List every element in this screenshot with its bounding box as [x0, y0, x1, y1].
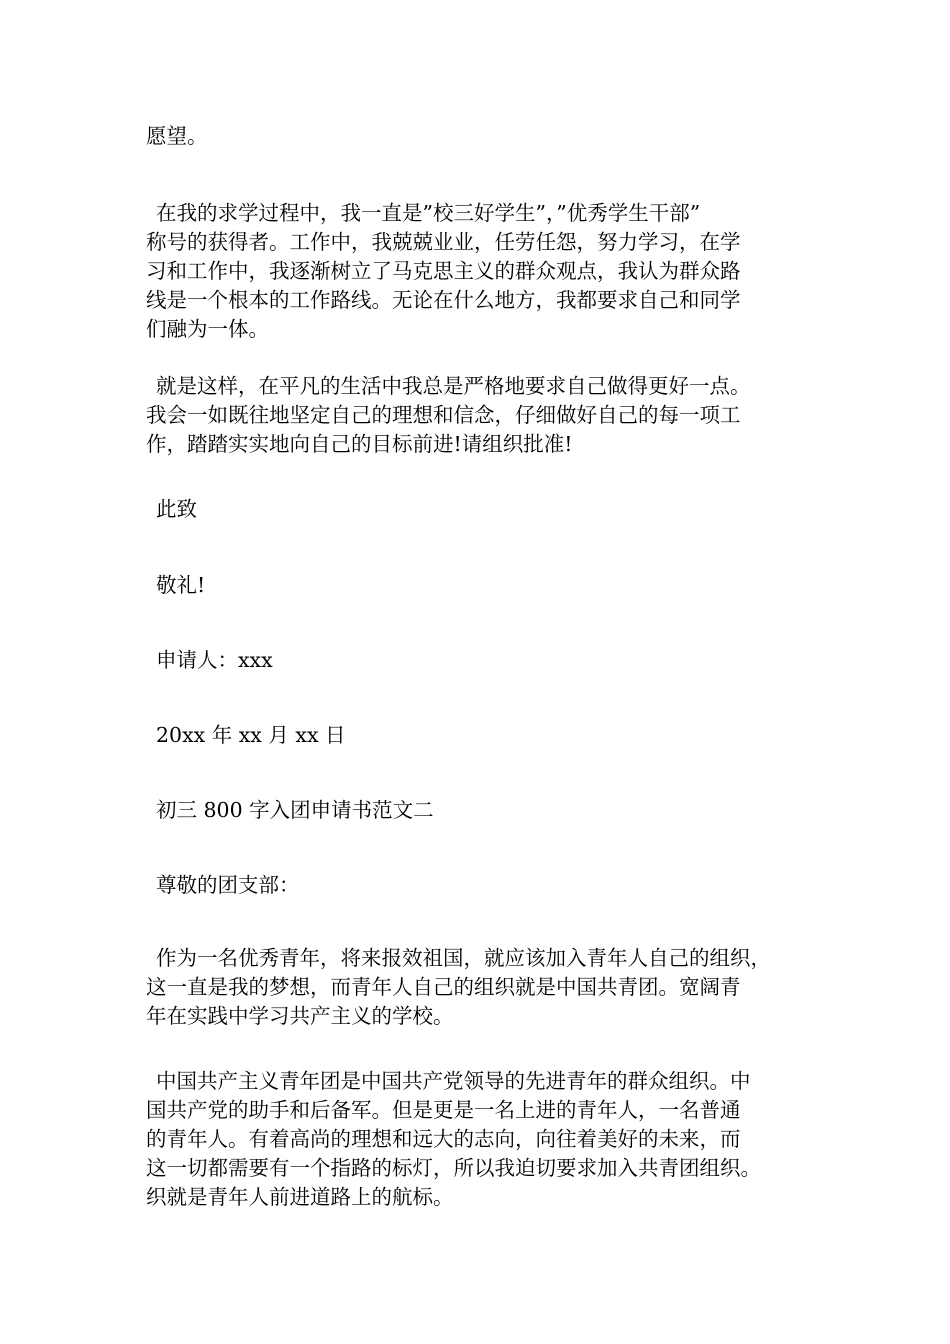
text-line: 作，踏踏实实地向自己的目标前进!请组织批准!	[146, 432, 573, 456]
text-line: 织就是青年人前进道路上的航标。	[146, 1185, 454, 1209]
text-line: 就是这样，在平凡的生活中我总是严格地要求自己做得更好一点。	[156, 374, 751, 398]
text-line: 线是一个根本的工作路线。无论在什么地方，我都要求自己和同学	[146, 288, 741, 312]
paragraph-commitment	[146, 372, 836, 459]
closing-regards	[146, 571, 836, 600]
text-line: 愿望。	[146, 124, 208, 148]
text-line: 们融为一体。	[146, 317, 269, 341]
applicant-signature	[146, 646, 836, 675]
text-line: 在我的求学过程中，我一直是”校三好学生”，”优秀学生干部”	[156, 201, 701, 225]
text-line: 20xx 年 xx 月 xx 日	[156, 723, 346, 747]
text-line: 称号的获得者。工作中，我兢兢业业，任劳任怨，努力学习，在学	[146, 230, 741, 254]
paragraph-study-record	[146, 199, 836, 344]
greeting	[146, 871, 836, 900]
closing-salutation	[146, 495, 836, 524]
text-line: 的青年人。有着高尚的理想和远大的志向，向往着美好的未来，而	[146, 1127, 741, 1151]
text-line: 这一直是我的梦想，而青年人自己的组织就是中国共青团。宽阔青	[146, 975, 741, 999]
text-line: 申请人：xxx	[156, 648, 273, 672]
text-line: 初三 800 字入团申请书范文二	[156, 798, 434, 822]
text-line: 年在实践中学习共产主义的学校。	[146, 1004, 454, 1028]
text-line: 中国共产主义青年团是中国共产党领导的先进青年的群众组织。中	[156, 1069, 751, 1093]
section-title	[146, 796, 836, 825]
paragraph-aspiration	[146, 944, 836, 1031]
date-line	[146, 721, 836, 750]
text-line: 习和工作中，我逐渐树立了马克思主义的群众观点，我认为群众路	[146, 259, 741, 283]
paragraph-league-intro	[146, 1067, 836, 1212]
paragraph-wish-ending	[146, 122, 836, 151]
text-line: 作为一名优秀青年，将来报效祖国，就应该加入青年人自己的组织，	[156, 946, 771, 970]
text-line: 此致	[156, 497, 197, 521]
text-line: 我会一如既往地坚定自己的理想和信念，仔细做好自己的每一项工	[146, 403, 741, 427]
text-line: 国共产党的助手和后备军。但是更是一名上进的青年人，一名普通	[146, 1098, 741, 1122]
text-line: 敬礼!	[156, 573, 206, 597]
text-line: 这一切都需要有一个指路的标灯，所以我迫切要求加入共青团组织。	[146, 1156, 761, 1180]
text-line: 尊敬的团支部：	[156, 873, 300, 897]
